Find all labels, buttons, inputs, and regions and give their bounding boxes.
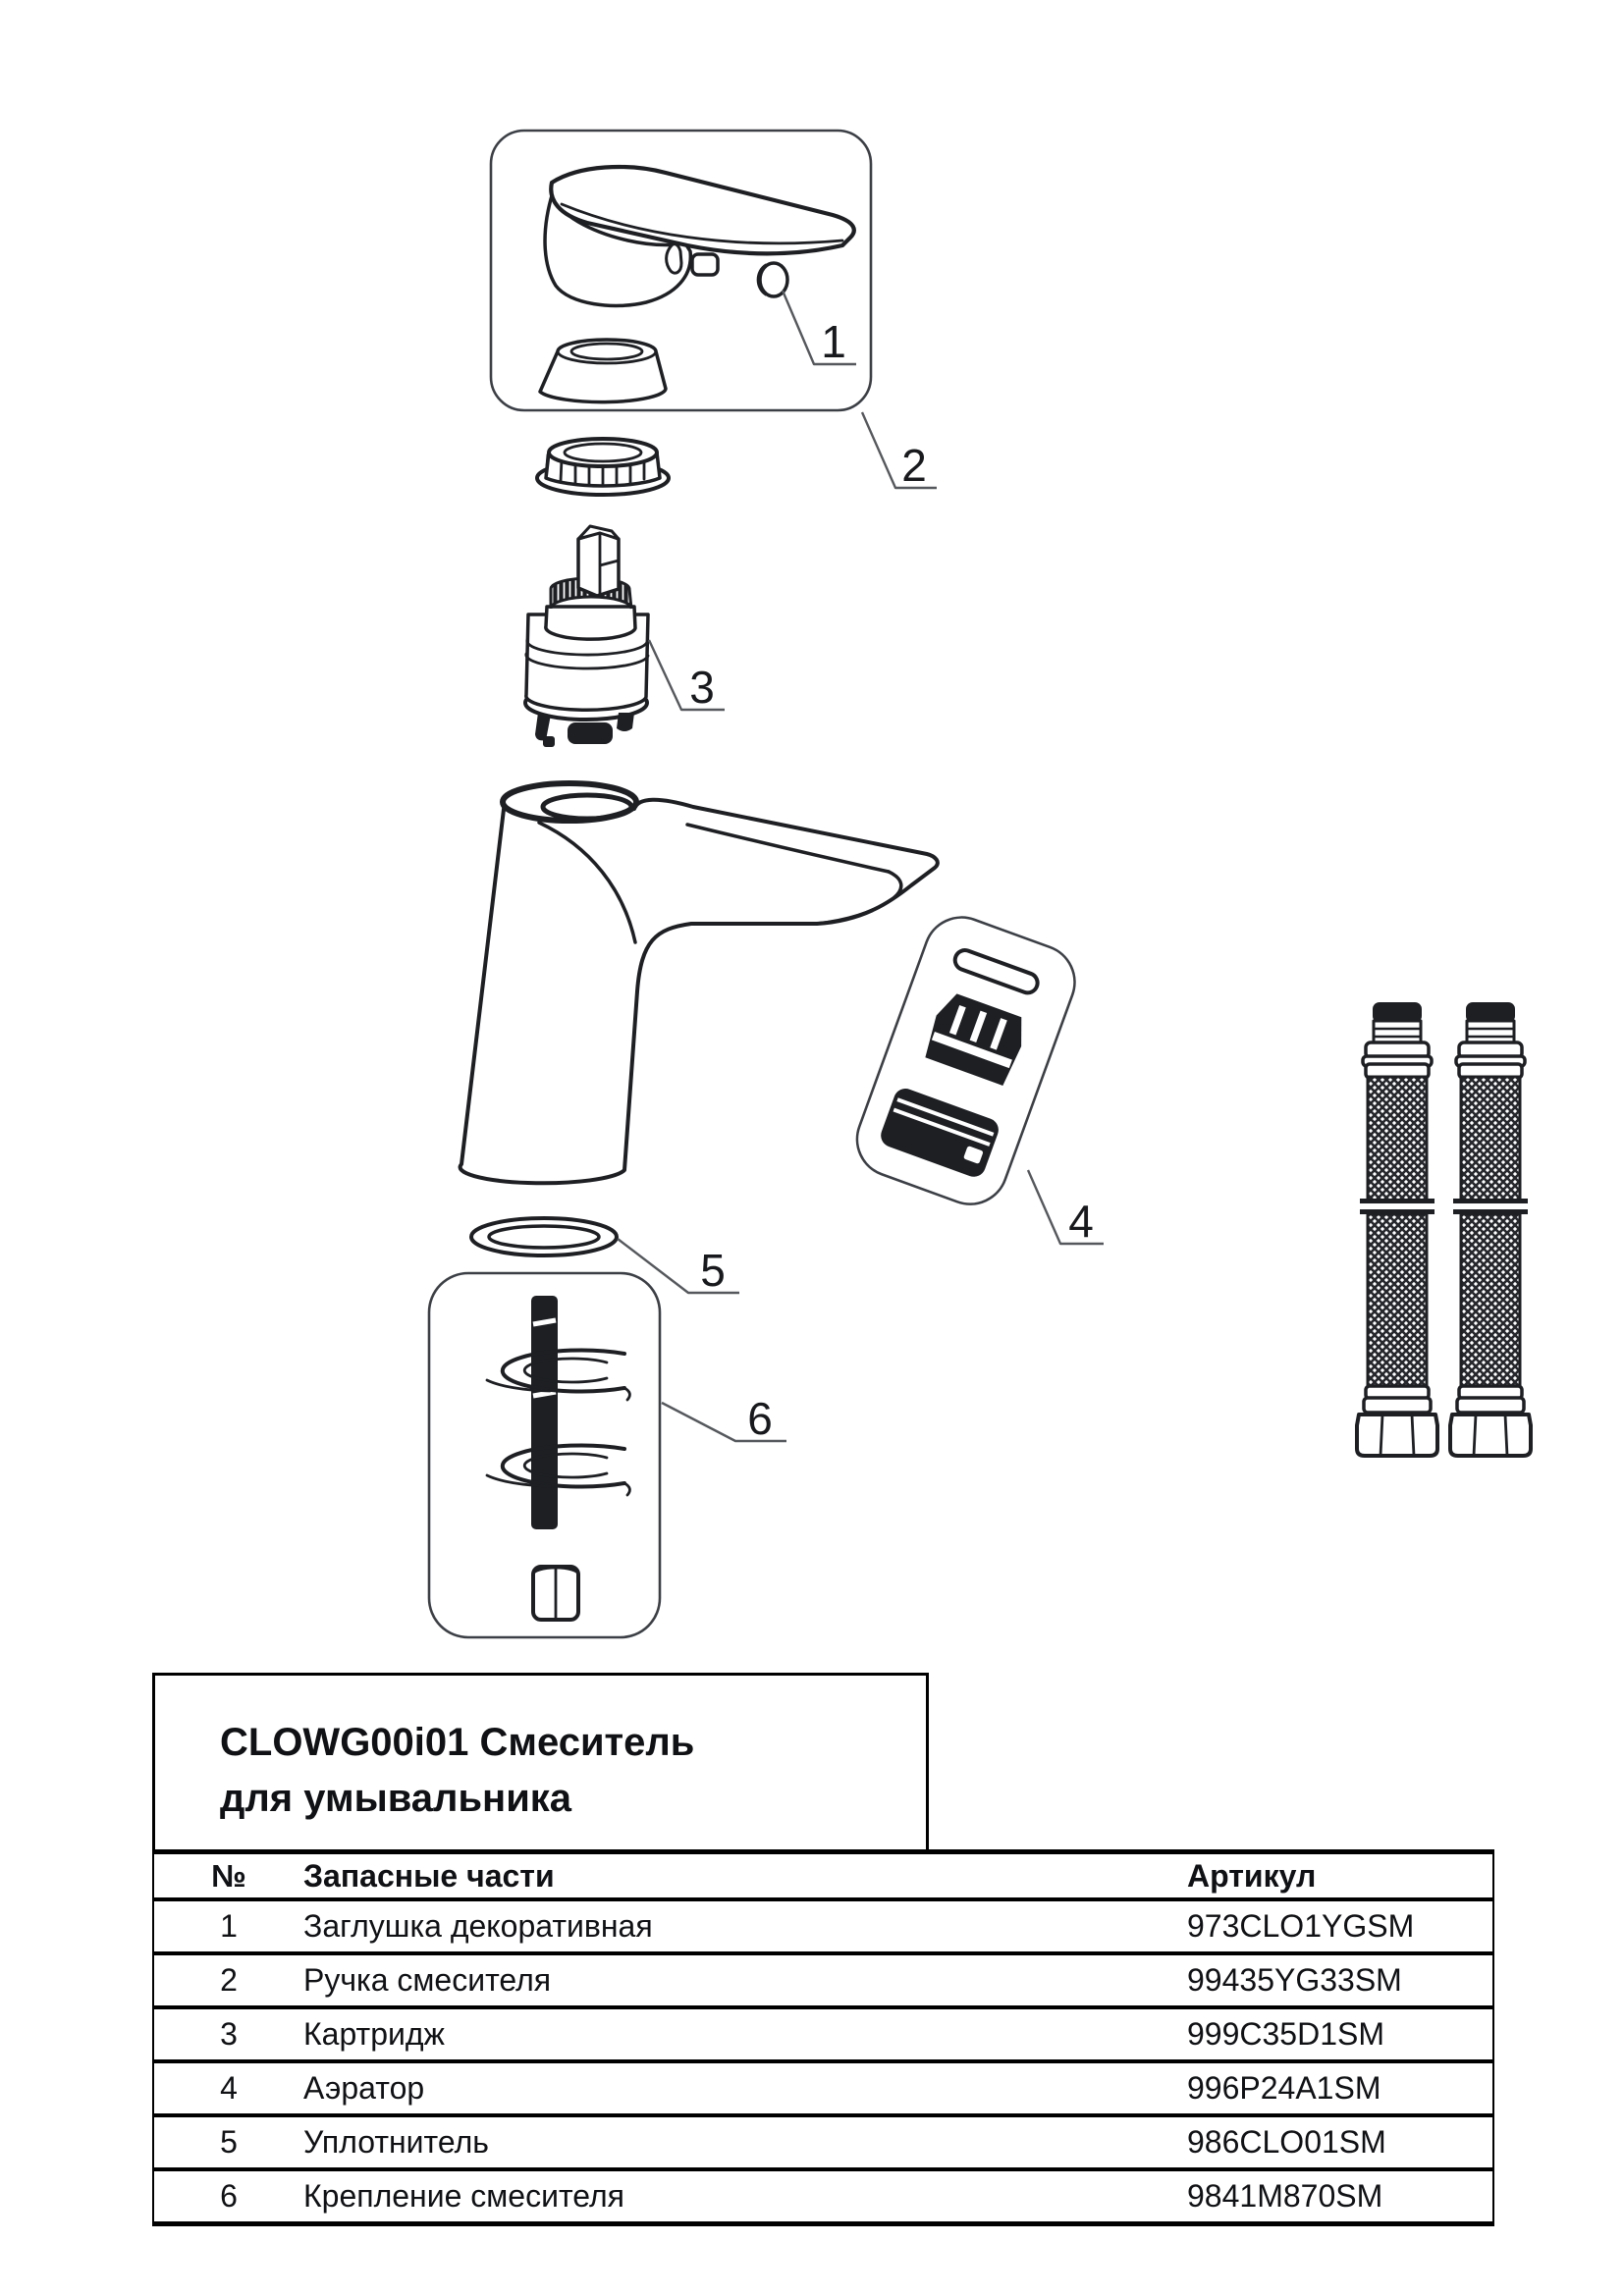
row-num: 6 [220,2178,238,2214]
aerator-insert-drawing [922,989,1031,1087]
row-article: 996P24A1SM [1187,2070,1381,2106]
mounting-stud-drawing [531,1296,558,1529]
callout-label-2: 2 [901,440,927,491]
row-num: 2 [220,1962,238,1998]
hex-nut-drawing [533,1567,578,1620]
header-num: № [211,1857,246,1894]
mounting-kit-drawing [429,1273,660,1637]
aerator-key-slot-drawing [952,947,1041,995]
header-name: Запасные части [303,1857,555,1894]
spare-parts-table [152,1849,1494,2226]
flex-hoses-drawing [1357,1002,1531,1456]
callout-label-6: 6 [747,1393,773,1444]
flex-hose-drawing [1357,1002,1437,1456]
row-article: 9841M870SM [1187,2178,1383,2214]
table-row [154,2113,1492,2167]
handle-set-screw-drawing [692,254,718,275]
row-name: Ручка смесителя [303,1962,552,1998]
table-row [154,2167,1492,2221]
row-name: Крепление смесителя [303,2178,624,2214]
horseshoe-washer-drawing [487,1351,629,1401]
row-num: 3 [220,2016,238,2052]
product-title-line1: CLOWG00i01 Смеситель [220,1721,695,1764]
callout-label-5: 5 [700,1245,726,1296]
ring-nut-drawing [537,439,669,495]
table-row [154,2059,1492,2113]
cartridge-drawing [525,526,648,747]
aerator-housing-drawing [878,1086,1001,1181]
table-row [154,1951,1492,2005]
row-name: Аэратор [303,2070,425,2106]
row-article: 99435YG33SM [1187,1962,1402,1998]
product-title-line2: для умывальника [220,1777,572,1820]
aerator-kit-drawing [846,907,1085,1214]
o-ring-drawing [471,1218,617,1255]
row-name: Заглушка декоративная [303,1908,653,1944]
header-article: Артикул [1187,1857,1317,1894]
row-name: Картридж [303,2016,445,2052]
row-article: 999C35D1SM [1187,2016,1384,2052]
row-num: 4 [220,2070,238,2106]
parts-table-header-row [154,1854,1492,1897]
row-num: 5 [220,2124,238,2160]
table-row [154,2005,1492,2059]
callout-label-3: 3 [689,662,715,713]
row-article: 973CLO1YGSM [1187,1908,1415,1944]
table-row [154,1897,1492,1951]
row-num: 1 [220,1908,238,1944]
row-name: Уплотнитель [303,2124,489,2160]
callout-label-4: 4 [1068,1196,1094,1247]
product-title-box [152,1673,929,1849]
callout-label-1: 1 [821,316,846,367]
faucet-body-drawing [460,783,938,1183]
row-article: 986CLO01SM [1187,2124,1386,2160]
handle-assembly-drawing [491,131,871,410]
